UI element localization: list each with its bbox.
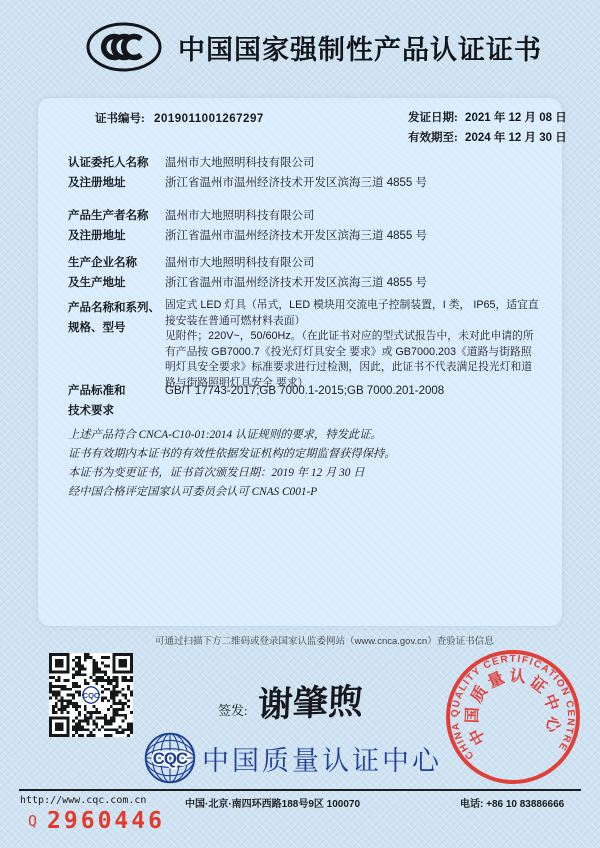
expiry-date-label: 有效期至: bbox=[408, 132, 458, 144]
footer-address: 中国·北京·南四环西路188号9区 100070 bbox=[185, 799, 361, 810]
field-manufacturer bbox=[68, 206, 542, 246]
certificate-notes bbox=[68, 426, 548, 502]
field-standards bbox=[68, 381, 542, 421]
qr-verification-note: 可通过扫描下方二维码或登录国家认监委网站（www.cnca.gov.cn）查验证书信息 bbox=[155, 636, 494, 647]
page-title: 中国国家强制性产品认证证书 bbox=[178, 35, 542, 65]
cqc-globe-icon bbox=[142, 730, 198, 786]
field-value: 浙江省温州市温州经济技术开发区滨海三道 4855 号 bbox=[165, 277, 427, 289]
certificate-number-row bbox=[95, 110, 264, 126]
field-label: 及注册地址 bbox=[68, 177, 126, 189]
issue-date-label: 发证日期: bbox=[408, 112, 458, 124]
field-value: 温州市大地照明科技有限公司 bbox=[165, 210, 315, 222]
seal-outer-text: CHINA QUALITY CERTIFICATION CENTRE bbox=[449, 653, 577, 762]
signed-by-label: 签发: bbox=[218, 703, 248, 718]
field-label: 生产企业名称 bbox=[68, 257, 137, 269]
signature-handwriting: 谢肇煦 bbox=[257, 681, 364, 726]
seal-inner-text: 中国质量认证中心 bbox=[464, 667, 563, 748]
issue-date-value: 2021 年 12 月 08 日 bbox=[465, 112, 567, 124]
cqc-center-name: 中国质量认证中心 bbox=[202, 745, 442, 776]
note-line: 经中国合格评定国家认可委员会认可 CNAS C001-P bbox=[68, 486, 318, 498]
serial-prefix: Q bbox=[28, 812, 38, 830]
field-factory bbox=[68, 253, 542, 293]
field-label: 认证委托人名称 bbox=[68, 157, 149, 169]
note-line: 上述产品符合 CNCA-C10-01:2014 认证规则的要求，特发此证。 bbox=[68, 429, 382, 441]
serial-number: 2960446 bbox=[47, 808, 165, 834]
field-label: 产品标准和 bbox=[68, 385, 126, 397]
note-line: 证书有效期内本证书的有效性依据发证机构的定期监督获得保持。 bbox=[68, 448, 396, 460]
certificate-number-label: 证书编号: bbox=[95, 113, 145, 125]
field-label: 及注册地址 bbox=[68, 230, 126, 242]
field-value: 浙江省温州市温州经济技术开发区滨海三道 4855 号 bbox=[165, 177, 427, 189]
field-label: 规格、型号 bbox=[68, 322, 126, 334]
field-value: 温州市大地照明科技有限公司 bbox=[165, 157, 315, 169]
issue-date-row bbox=[408, 108, 567, 128]
field-value: GB/T 17743-2017;GB 7000.1-2015;GB 7000.201-2008 bbox=[165, 385, 445, 397]
note-line: 本证书为变更证书，证书首次颁发日期：2019 年 12 月 30 日 bbox=[68, 467, 365, 479]
footer-divider bbox=[19, 789, 581, 791]
ccc-logo-icon bbox=[84, 20, 164, 74]
field-label: 技术要求 bbox=[68, 405, 114, 417]
field-product bbox=[68, 298, 542, 391]
footer-phone: 电话: +86 10 83886666 bbox=[460, 799, 565, 810]
field-value: 温州市大地照明科技有限公司 bbox=[165, 257, 315, 269]
field-applicant bbox=[68, 153, 542, 193]
red-seal bbox=[440, 644, 586, 790]
field-label: 产品生产者名称 bbox=[68, 210, 149, 222]
certificate-number-value: 2019011001267297 bbox=[154, 113, 264, 125]
certificate-panel bbox=[38, 98, 567, 626]
field-value: 浙江省温州市温州经济技术开发区滨海三道 4855 号 bbox=[165, 230, 427, 242]
field-label: 产品名称和系列、 bbox=[68, 302, 160, 314]
cqc-brand-row bbox=[142, 730, 442, 786]
expiry-date-row bbox=[408, 128, 567, 148]
qr-center-logo-text: CQC bbox=[82, 691, 100, 701]
serial-stamp bbox=[28, 808, 165, 834]
field-value: 固定式 LED 灯具（吊式，LED 模块用交流电子控制装置，I 类， IP65，适宜直接安装在普通可燃材料表面） bbox=[165, 299, 539, 327]
expiry-date-value: 2024 年 12 月 30 日 bbox=[465, 132, 567, 144]
sign-row bbox=[218, 700, 248, 720]
field-label: 及生产地址 bbox=[68, 277, 126, 289]
certificate-dates bbox=[408, 108, 567, 148]
field-value: 见附件；220V~，50/60Hz。（在此证书对应的型式试报告中，未对此申请的所有产品按 GB7000.7《投光灯灯具安全 要求》或 GB7000.203《道路与街路照明灯具安全要求》标准要求进行过检测，因此，此证书不代表满足投光灯和道路与街路照明灯具安全 要求） bbox=[165, 330, 534, 389]
footer-url: http://www.cqc.com.cn bbox=[20, 795, 147, 806]
qr-code bbox=[48, 653, 134, 737]
cqc-logo-text: CQC bbox=[152, 749, 188, 769]
